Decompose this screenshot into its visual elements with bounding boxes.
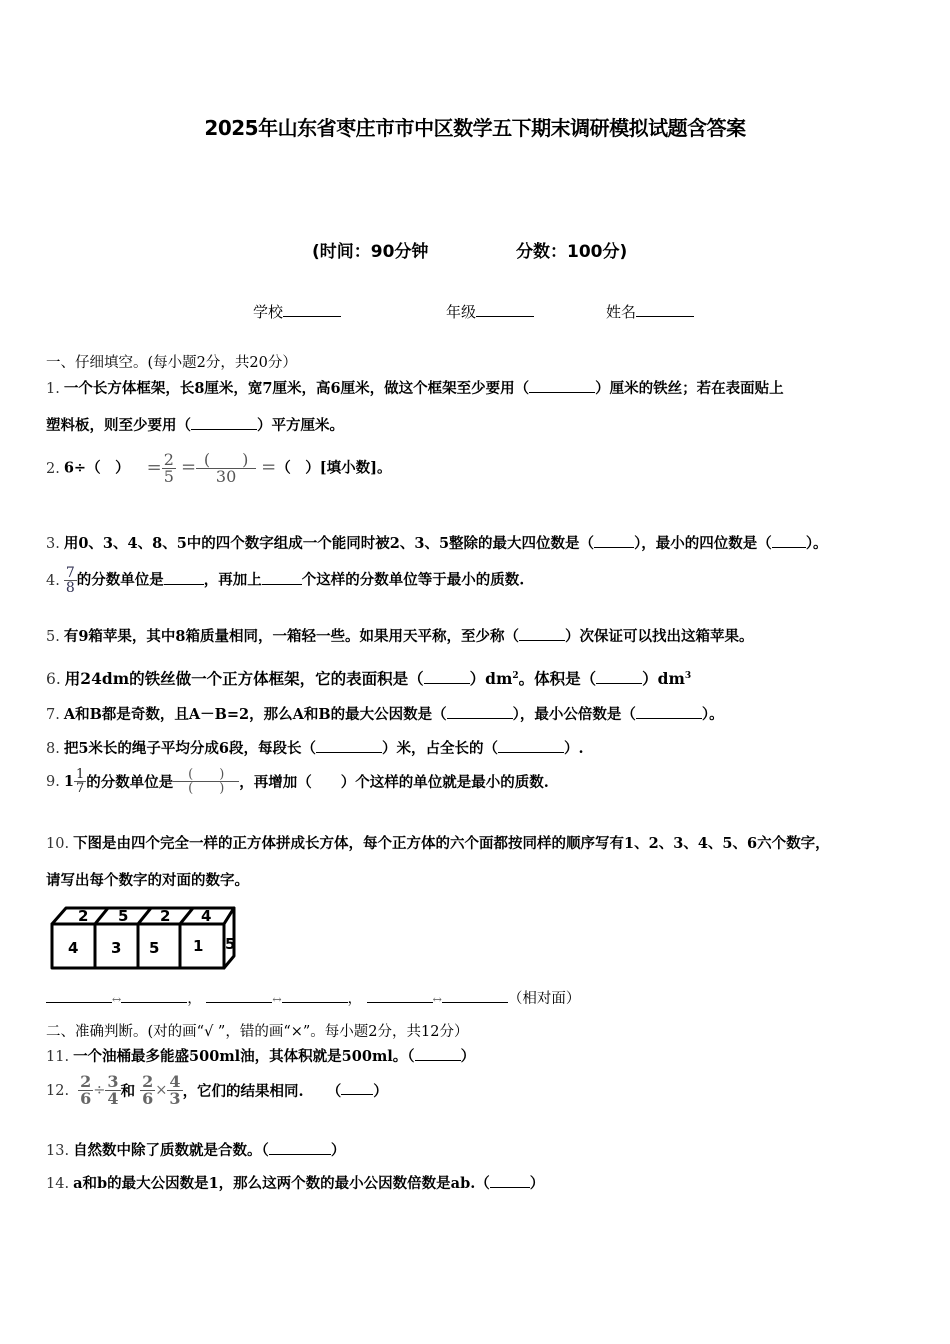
- answer-blank[interactable]: [596, 670, 642, 684]
- answer-blank[interactable]: [529, 379, 595, 393]
- question-1: 1. 一个长方体框架，长8厘米，宽7厘米，高6厘米，做这个框架至少要用（ ）厘米的铁丝；若在表面贴上: [46, 380, 784, 397]
- answer-blank[interactable]: [447, 705, 513, 719]
- question-1-cont: 塑料板，则至少要用（ ）平方厘米。: [46, 417, 344, 434]
- cube-diagram: [48, 904, 240, 972]
- question-4: 4. $\frac{7}{8}$ 的分数单位是 ，再加上 个这样的分数单位等于最小的质数.: [46, 565, 525, 596]
- question-10-answers: ↔ ， ↔ ， ↔ （相对面）: [46, 987, 580, 1008]
- answer-blank[interactable]: [367, 989, 433, 1003]
- grade-blank[interactable]: [476, 302, 534, 317]
- question-3: 3. 用0、3、4、8、5中的四个数字组成一个能同时被2、3、5整除的最大四位数是（ ），最小的四位数是（ ）。: [46, 535, 828, 552]
- name-field[interactable]: [606, 301, 694, 322]
- section2-heading: 二、准确判断。(对的画“√ ”，错的画“×”。每小题2分，共12分）: [46, 1024, 469, 1040]
- answer-blank[interactable]: [442, 989, 508, 1003]
- answer-blank[interactable]: [490, 1174, 530, 1188]
- answer-blank[interactable]: [206, 989, 272, 1003]
- svg-text:3: 3: [111, 939, 122, 957]
- answer-blank[interactable]: [121, 989, 187, 1003]
- answer-blank[interactable]: [498, 739, 564, 753]
- name-blank[interactable]: [636, 302, 694, 317]
- question-13: 13. 自然数中除了质数就是合数。（ ）: [46, 1142, 346, 1159]
- fraction-blank[interactable]: $\frac{( )}{30}$: [196, 452, 256, 485]
- svg-text:4: 4: [68, 939, 79, 957]
- fraction: $\frac{1}{7}$: [75, 767, 85, 796]
- fraction: $\frac{2}{6}$: [142, 1072, 154, 1108]
- question-11: 11. 一个油桶最多能盛500ml油，其体积就是500ml。（ ）: [46, 1048, 476, 1065]
- fraction: $\frac{7}{8}$: [65, 565, 75, 596]
- svg-text:2: 2: [160, 907, 171, 925]
- answer-blank[interactable]: [415, 1047, 461, 1061]
- svg-text:5: 5: [225, 935, 236, 953]
- question-6: 6. 用24dm的铁丝做一个正方体框架，它的表面积是（ ）$dm^2$。体积是（ ）$dm^3$: [46, 669, 692, 688]
- fraction: $\frac{2}{5}$: [163, 450, 174, 486]
- question-12: 12. $\frac{2}{6}$ ÷ $\frac{3}{4}$ 和 $\frac{2}{6}$ × $\frac{4}{3}$ ，它们的结果相同. （ ）: [46, 1072, 388, 1108]
- question-10: 10. 下图是由四个完全一样的正方体拼成长方体，每个正方体的六个面都按同样的顺序写有1、2、3、4、5、6六个数字，: [46, 835, 830, 852]
- svg-text:4: 4: [201, 907, 212, 925]
- grade-field[interactable]: [446, 301, 534, 322]
- svg-text:5: 5: [149, 939, 160, 957]
- svg-text:2: 2: [78, 907, 89, 925]
- answer-blank[interactable]: [316, 739, 382, 753]
- answer-blank[interactable]: [341, 1081, 373, 1095]
- fraction: $\frac{2}{6}$: [80, 1072, 92, 1108]
- svg-text:1: 1: [193, 937, 204, 955]
- name-label: 姓名: [606, 303, 637, 321]
- answer-blank[interactable]: [772, 534, 806, 548]
- question-7: 7. A和B都是奇数，且A－B=2，那么A和B的最大公因数是（ ），最小公倍数是（ ）。: [46, 706, 724, 723]
- school-label: 学校: [253, 303, 284, 321]
- fraction-blank[interactable]: $\frac{( )}{( )}$: [173, 768, 239, 795]
- answer-blank[interactable]: [191, 416, 257, 430]
- question-14: 14. a和b的最大公因数是1，那么这两个数的最小公因数倍数是ab.（ ）: [46, 1175, 545, 1192]
- grade-label: 年级: [446, 303, 477, 321]
- school-blank[interactable]: [283, 302, 341, 317]
- page-title: 2025年山东省枣庄市市中区数学五下期末调研模拟试题含答案: [204, 116, 746, 140]
- question-10-cont: 请写出每个数字的对面的数字。: [46, 872, 249, 889]
- answer-blank[interactable]: [164, 571, 204, 585]
- answer-blank[interactable]: [594, 534, 634, 548]
- section1-heading: 一、仔细填空。(每小题2分，共20分）: [46, 355, 297, 371]
- question-2: 2. 6÷（ ） = $\frac{2}{5}$ = $\frac{( )}{30}$ =（ ）[填小数]。: [46, 450, 392, 486]
- fraction: $\frac{3}{4}$: [107, 1072, 119, 1108]
- school-field[interactable]: [253, 301, 341, 322]
- question-5: 5. 有9箱苹果，其中8箱质量相同，一箱轻一些。如果用天平称，至少称（ ）次保证可以找出这箱苹果。: [46, 628, 754, 645]
- answer-blank[interactable]: [519, 627, 565, 641]
- exam-score: 分数：100分): [516, 242, 628, 262]
- exam-time: (时间：90分钟: [312, 242, 429, 262]
- answer-blank[interactable]: [424, 670, 470, 684]
- answer-blank[interactable]: [636, 705, 702, 719]
- fraction: $\frac{4}{3}$: [169, 1072, 181, 1108]
- answer-blank[interactable]: [282, 989, 348, 1003]
- question-9: 9. 1 $\frac{1}{7}$ 的分数单位是 $\frac{( )}{( )}$ ，再增加（ ）个这样的单位就是最小的质数.: [46, 767, 549, 796]
- svg-text:5: 5: [118, 907, 129, 925]
- answer-blank[interactable]: [262, 571, 302, 585]
- question-8: 8. 把5米长的绳子平均分成6段，每段长（ ）米，占全长的（ ）.: [46, 740, 584, 757]
- answer-blank[interactable]: [269, 1141, 331, 1155]
- answer-blank[interactable]: [46, 989, 112, 1003]
